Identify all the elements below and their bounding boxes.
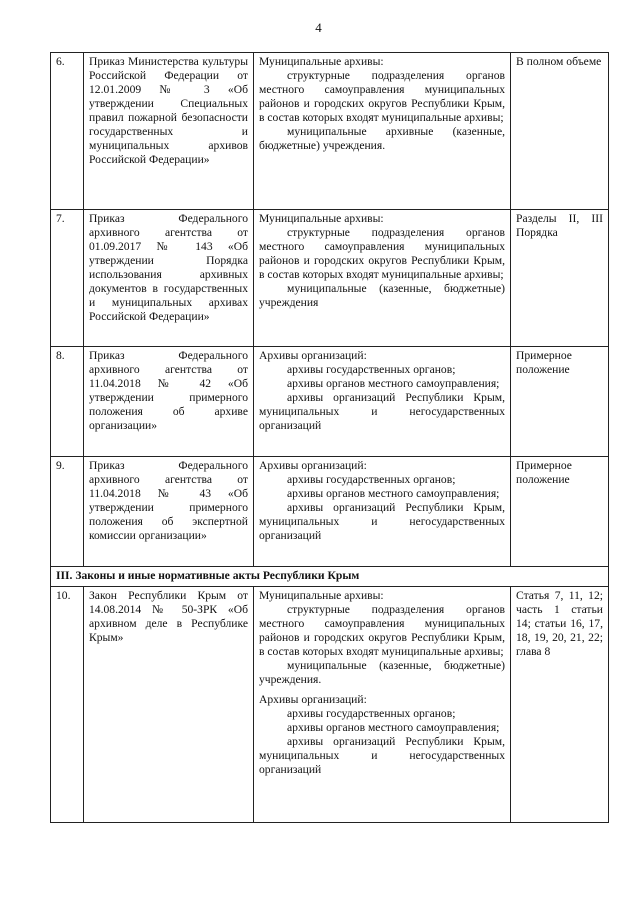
document-title: Приказ Федерального архивного агентства от 11.04.2018 № 43 «Об утверждении примерного положения об экспертной комиссии организации» — [84, 457, 254, 567]
archives-cell — [254, 210, 511, 347]
scope-cell: В полном объеме — [511, 53, 609, 210]
table-row — [51, 53, 609, 210]
archives-cell — [254, 457, 511, 567]
archives-heading: Муниципальные архивы: — [259, 212, 384, 225]
archives-heading: Архивы организаций: — [259, 349, 367, 362]
section-row — [51, 567, 609, 587]
archives-cell — [254, 347, 511, 457]
row-number: 10. — [51, 587, 84, 823]
document-title: Приказ Федерального архивного агентства от 11.04.2018 № 42 «Об утверждении примерного положения об архиве организации» — [84, 347, 254, 457]
page-number: 4 — [315, 20, 322, 35]
document-title: Приказ Федерального архивного агентства от 01.09.2017 № 143 «Об утверждении Порядка использования архивных документов в государственных и муниципальных архивах Российской Федерации» — [84, 210, 254, 347]
table-row — [51, 347, 609, 457]
scope-cell: Статья 7, 11, 12; часть 1 статьи 14; статьи 16, 17, 18, 19, 20, 21, 22; глава 8 — [511, 587, 609, 823]
table-row — [51, 457, 609, 567]
archives-item: муниципальные (казенные, бюджетные) учреждения. — [259, 659, 505, 686]
row-number: 9. — [51, 457, 84, 567]
archives-heading: Муниципальные архивы: — [259, 589, 384, 602]
section-title: III. Законы и иные нормативные акты Республики Крым — [51, 567, 609, 587]
archives-cell — [254, 53, 511, 210]
archives-item: архивы органов местного самоуправления; — [287, 487, 500, 500]
archives-heading: Архивы организаций: — [259, 459, 367, 472]
archives-item: архивы организаций Республики Крым, муниципальных и негосударственных организаций — [259, 501, 505, 542]
row-number: 8. — [51, 347, 84, 457]
scope-cell: Примерное положение — [511, 347, 609, 457]
archives-item: архивы организаций Республики Крым, муниципальных и негосударственных организаций — [259, 391, 505, 432]
archives-item: структурные подразделения органов местного самоуправления муниципальных районов и городских округов Республики Крым, в состав которых входят муниципальные архивы; — [259, 69, 505, 124]
archives-item: архивы организаций Республики Крым, муниципальных и негосударственных организаций — [259, 735, 505, 776]
archives-item: архивы органов местного самоуправления; — [287, 721, 500, 734]
archives-item: структурные подразделения органов местного самоуправления муниципальных районов и городских округов Республики Крым, в состав которых входят муниципальные архивы; — [259, 603, 505, 658]
legal-acts-table — [50, 52, 609, 823]
scope-cell: Разделы II, III Порядка — [511, 210, 609, 347]
archives-heading: Архивы организаций: — [259, 693, 367, 706]
archives-item: архивы государственных органов; — [287, 707, 456, 720]
archives-item: архивы органов местного самоуправления; — [287, 377, 500, 390]
table-row — [51, 210, 609, 347]
scope-cell: Примерное положение — [511, 457, 609, 567]
archives-item: архивы государственных органов; — [287, 363, 456, 376]
archives-item: муниципальные (казенные, бюджетные) учреждения — [259, 282, 505, 309]
row-number: 7. — [51, 210, 84, 347]
archives-item: архивы государственных органов; — [287, 473, 456, 486]
archives-item: структурные подразделения органов местного самоуправления муниципальных районов и городских округов Республики Крым, в состав которых входят муниципальные архивы; — [259, 226, 505, 281]
archives-heading: Муниципальные архивы: — [259, 55, 384, 68]
table-row — [51, 587, 609, 823]
archives-item: муниципальные архивные (казенные, бюджетные) учреждения. — [259, 125, 505, 152]
document-title: Закон Республики Крым от 14.08.2014 № 50-ЗРК «Об архивном деле в Республике Крым» — [84, 587, 254, 823]
row-number: 6. — [51, 53, 84, 210]
document-title: Приказ Министерства культуры Российской Федерации от 12.01.2009 № 3 «Об утверждении Специальных правил пожарной безопасности государственных и муниципальных архивов Российской Федерации» — [84, 53, 254, 210]
archives-cell — [254, 587, 511, 823]
